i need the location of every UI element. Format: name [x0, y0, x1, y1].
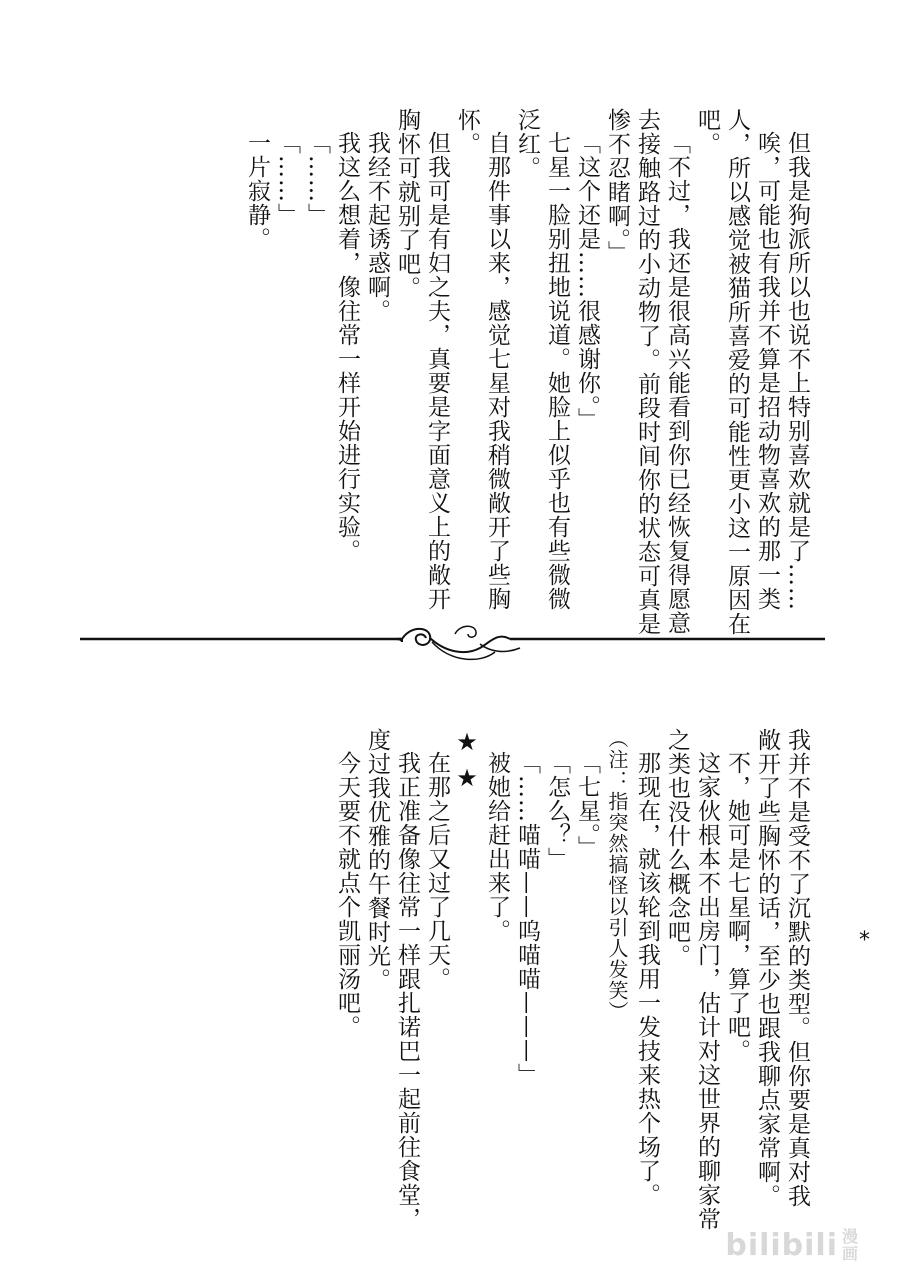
ornamental-divider [80, 622, 825, 668]
text-line: 人，所以感觉被猫所喜爱的可能性更小这一原因在 [724, 108, 750, 636]
text-line: 七星一脸别扭地说道。她脸上似乎也有些微微 [544, 131, 570, 611]
text-line: 惨不忍睹啊。」 [604, 108, 630, 265]
text-line: 怀。 [454, 108, 480, 156]
text-line: 吧。 [694, 108, 720, 156]
text-line: 自那件事以来，感觉七星对我稍微敞开了些胸 [484, 131, 510, 611]
text-line: 我这么想着，像往常一样开始进行实验。 [334, 131, 360, 563]
text-line: 度过我优雅的午餐时光。 [364, 728, 390, 992]
text-line: 被她给赶出来了。 [484, 751, 510, 943]
text-line: 敞开了些胸怀的话，至少也跟我聊点家常啊。 [754, 728, 780, 1208]
text-section-bottom [92, 728, 812, 1248]
text-line: 「不过，我还是很高兴能看到你已经恢复得愿意 [664, 131, 690, 635]
text-line: 在那之后又过了几天。 [424, 751, 450, 991]
text-line: 「……」 [304, 131, 330, 227]
text-line: 去接触路过的小动物了。前段时间你的状态可真是 [634, 108, 660, 636]
text-line: 今天要不就点个凯丽汤吧。 [334, 751, 360, 1039]
text-section-top [92, 108, 812, 636]
text-line: 我正准备像往常一样跟扎诺巴一起前往食堂， [394, 751, 420, 1231]
text-line: 「这个还是……很感谢你。」 [574, 131, 600, 432]
text-line: 「……喵喵——呜喵喵———」 [514, 751, 540, 1087]
text-line: 「七星。」 [574, 751, 600, 860]
text-line: 我并不是受不了沉默的类型。但你要是真对我 [784, 728, 810, 1208]
bilibili-watermark [725, 1228, 860, 1263]
text-line: 唉，可能也有我并不算是招动物喜欢的那一类 [754, 131, 780, 611]
text-line: 不，她可是七星啊，算了吧。 [724, 751, 750, 1063]
text-line: 胸怀可就别了吧。 [394, 108, 420, 300]
text-line: 「怎么？」 [544, 751, 570, 871]
section-asterisk: * [859, 928, 870, 953]
text-line: 但我可是有妇之夫，真要是字面意义上的敞开 [424, 131, 450, 611]
scene-break-stars: ★★ [453, 728, 481, 800]
text-line: 一片寂静。 [244, 131, 270, 251]
text-line: 但我是狗派所以也说不上特别喜欢就是了…… [784, 131, 810, 611]
text-line-note: （注：指突然搞怪以引人发笑） [605, 728, 629, 1022]
text-line: 之类也没什么概念吧。 [664, 728, 690, 968]
watermark-brand: bilibili [725, 1228, 838, 1263]
watermark-sub: 漫画 [842, 1227, 860, 1263]
text-line: 我经不起诱惑啊。 [364, 131, 390, 323]
text-line: 泛红。 [514, 108, 540, 180]
text-line: 「……」 [274, 131, 300, 227]
text-line: 那现在，就该轮到我用一发技来热个场了。 [634, 751, 660, 1207]
text-line: 这家伙根本不出房门，估计对这世界的聊家常 [694, 751, 720, 1231]
